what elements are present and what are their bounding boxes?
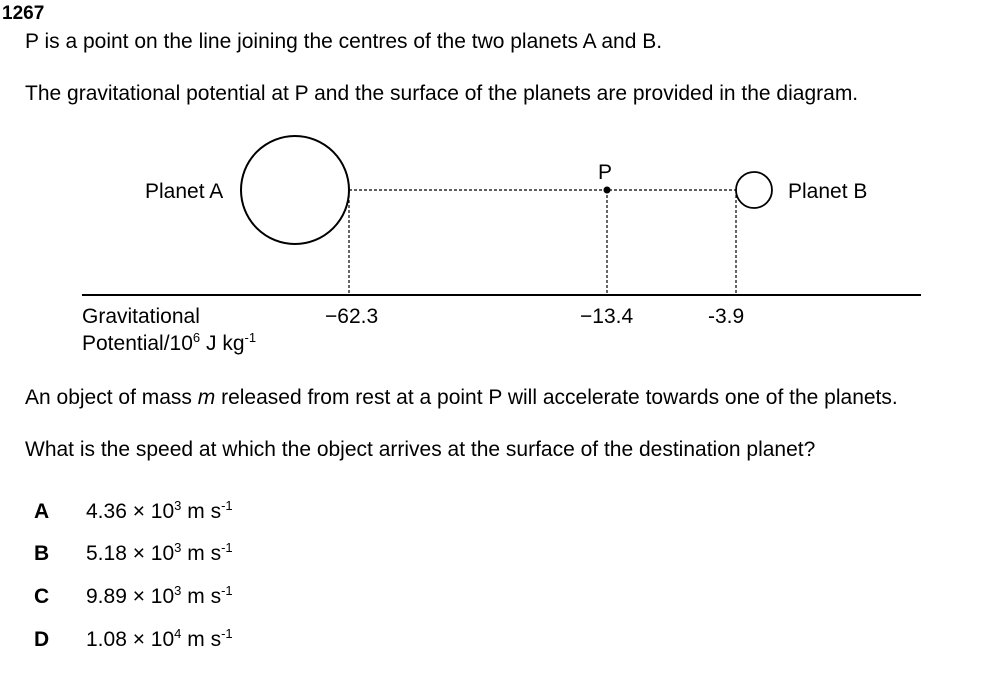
- planet-a-label: Planet A: [145, 180, 224, 203]
- point-p-label: P: [598, 161, 613, 184]
- planet-b-label: Planet B: [788, 180, 868, 203]
- option-b[interactable]: B $5.18 \times 10^3$ m $s^{-1}$: [34, 540, 233, 565]
- question-number: 1267: [2, 3, 45, 24]
- potential-value-p: −13.4: [580, 305, 634, 328]
- planet-b-circle: [736, 172, 772, 208]
- potential-value-a: −62.3: [325, 305, 379, 328]
- option-d[interactable]: D $1.08 \times 10^4$ m $s^{-1}$: [34, 626, 233, 651]
- question-line-4: What is the speed at which the object arrives at the surface of the destination planet?: [25, 438, 816, 461]
- option-c[interactable]: C $9.89 \times 10^3$ m $s^{-1}$: [34, 583, 233, 608]
- option-a[interactable]: A $4.36 \times 10^3$ m $s^{-1}$: [34, 498, 233, 523]
- potential-value-b: -3.9: [708, 305, 745, 328]
- question-line-2: The gravitational potential at P and the surface of the planets are provided in the diagram.: [25, 82, 859, 105]
- axis-label-line-2: Potential/$10^6$ J $kg^{-1}$: [82, 330, 257, 355]
- question-line-3: An object of mass m released from rest at a point P will accelerate towards one of the planets.: [25, 386, 898, 409]
- question-line-1: P is a point on the line joining the centres of the two planets A and B.: [25, 30, 663, 53]
- axis-label-line-1: Gravitational: [82, 305, 200, 328]
- planet-a-circle: [241, 136, 349, 244]
